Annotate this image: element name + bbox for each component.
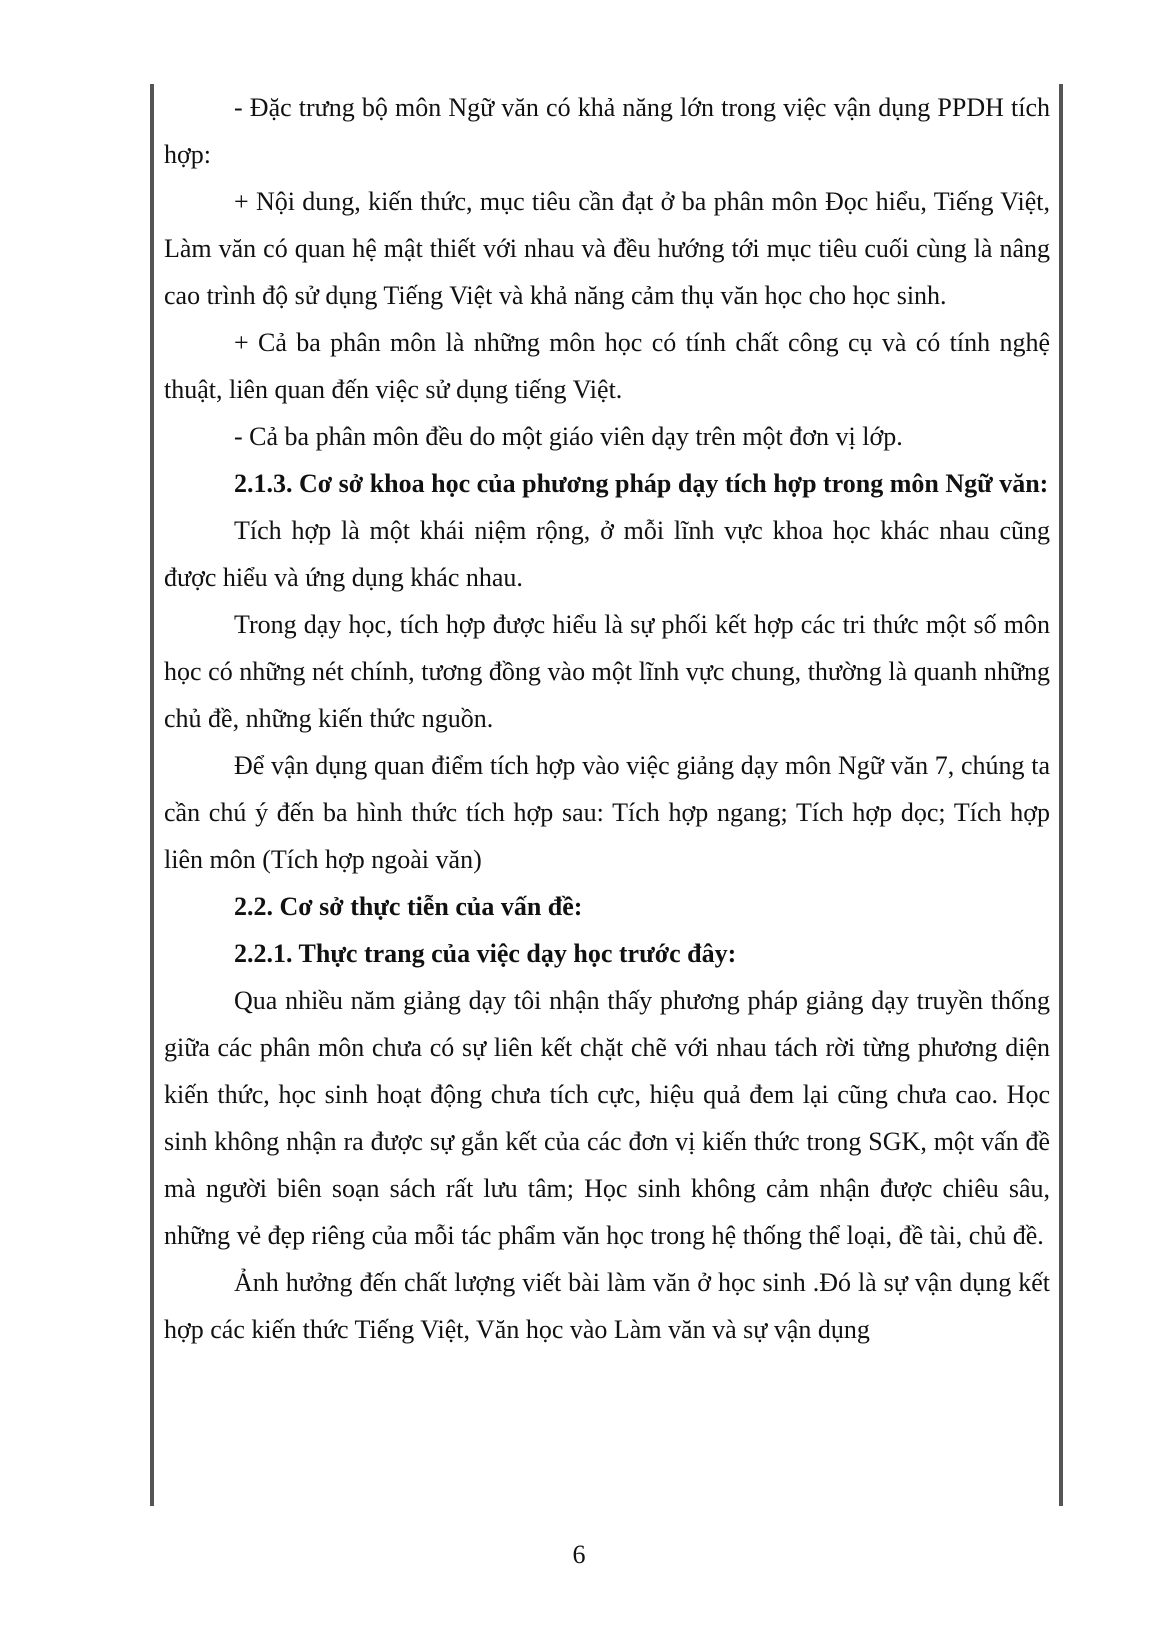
paragraph-integration-teaching: Trong dạy học, tích hợp được hiểu là sự phối kết hợp các tri thức một số môn học có những nét chính, tương đồng vào một lĩnh vực chung, thường là quanh những chủ đề, những kiến thức nguồn. (164, 610, 1050, 733)
page-border-left (150, 84, 154, 1506)
document-body (164, 84, 1050, 1353)
paragraph-writing-quality: Ảnh hưởng đến chất lượng viết bài làm văn ở học sinh .Đó là sự vận dụng kết hợp các kiến thức Tiếng Việt, Văn học vào Làm văn và sự vận dụng (164, 1268, 1050, 1344)
page-border-right (1059, 84, 1063, 1506)
paragraph-integration-forms: Để vận dụng quan điểm tích hợp vào việc giảng dạy môn Ngữ văn 7, chúng ta cần chú ý đến ba hình thức tích hợp sau: Tích hợp ngang; Tích hợp dọc; Tích hợp liên môn (Tích hợp ngoài văn) (164, 751, 1050, 874)
page-number: 6 (572, 1540, 586, 1569)
paragraph-content-goals: + Nội dung, kiến thức, mục tiêu cần đạt ở ba phân môn Đọc hiểu, Tiếng Việt, Làm văn có quan hệ mật thiết với nhau và đều hướng tới mục tiêu cuối cùng là nâng cao trình độ sử dụng Tiếng Việt và khả năng cảm thụ văn học cho học sinh. (164, 187, 1050, 310)
heading-2-2-1: 2.2.1. Thực trang của việc dạy học trước đây: (234, 939, 737, 968)
paragraph-traditional-method: Qua nhiều năm giảng dạy tôi nhận thấy phương pháp giảng dạy truyền thống giữa các phân môn chưa có sự liên kết chặt chẽ với nhau tách rời từng phương diện kiến thức, học sinh hoạt động chưa tích cực, hiệu quả đem lại cũng chưa cao. Học sinh không nhận ra được sự gắn kết của các đơn vị kiến thức trong SGK, một vấn đề mà người biên soạn sách rất lưu tâm; Học sinh không cảm nhận được chiêu sâu, những vẻ đẹp riêng của mỗi tác phẩm văn học trong hệ thống thể loại, đề tài, chủ đề. (164, 986, 1050, 1250)
paragraph-tool-subjects: + Cả ba phân môn là những môn học có tính chất công cụ và có tính nghệ thuật, liên quan đến việc sử dụng tiếng Việt. (164, 328, 1050, 404)
paragraph-one-teacher: - Cả ba phân môn đều do một giáo viên dạy trên một đơn vị lớp. (234, 422, 903, 451)
heading-2-2: 2.2. Cơ sở thực tiễn của vấn đề: (234, 892, 583, 921)
heading-2-1-3: 2.1.3. Cơ sở khoa học của phương pháp dạy tích hợp trong môn Ngữ văn: (234, 469, 1049, 498)
paragraph-integration-concept: Tích hợp là một khái niệm rộng, ở mỗi lĩnh vực khoa học khác nhau cũng được hiểu và ứng dụng khác nhau. (164, 516, 1050, 592)
paragraph-ppdh-intro: - Đặc trưng bộ môn Ngữ văn có khả năng lớn trong việc vận dụng PPDH tích hợp: (164, 93, 1050, 169)
